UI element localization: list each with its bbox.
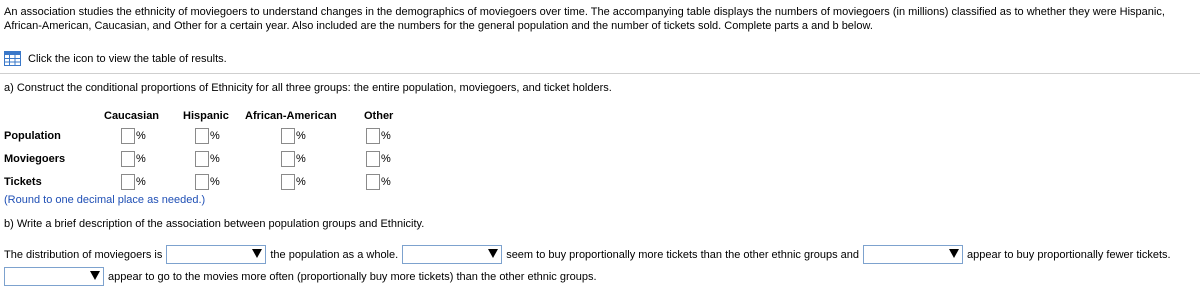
- row-label-tickets: Tickets: [4, 176, 42, 188]
- section-divider: [0, 73, 1200, 74]
- problem-intro: An association studies the ethnicity of moviegoers to understand changes in the demographics of moviegoers over time. The accompanying table displays the numbers of moviegoers (in millions) classified as to whether they were Hispanic, African-American, Caucasian, and Other for a certain year. Also included are the numbers for the general population and the number of tickets sold. Complete parts a and b below.: [4, 6, 1165, 32]
- sentence-4-suffix: appear to go to the movies more often (proportionally buy more tickets) than the other ethnic groups.: [108, 270, 597, 283]
- answer-input[interactable]: [281, 151, 295, 167]
- sentence-line-1: [4, 245, 1171, 264]
- row-label-moviegoers: Moviegoers: [4, 153, 66, 165]
- dropdown-arrow-icon: [949, 249, 959, 258]
- percent-sign: %: [210, 130, 220, 142]
- answer-input[interactable]: [366, 128, 380, 144]
- percent-sign: %: [381, 176, 391, 188]
- percent-sign: %: [136, 176, 146, 188]
- sentence-3-suffix: appear to buy proportionally fewer tickets.: [967, 248, 1171, 261]
- dropdown-arrow-icon: [488, 249, 498, 258]
- cell-moviegoers-caucasian: [121, 151, 146, 167]
- answer-input[interactable]: [366, 151, 380, 167]
- sentence-1-prefix: The distribution of moviegoers is: [4, 248, 163, 261]
- dropdown-arrow-icon: [252, 249, 262, 258]
- sentence-2-suffix: seem to buy proportionally more tickets than the other ethnic groups and: [506, 248, 859, 261]
- percent-sign: %: [381, 130, 391, 142]
- part-a-prompt: a) Construct the conditional proportions of Ethnicity for all three groups: the entire population, moviegoers, and ticket holders.: [4, 82, 612, 94]
- cell-population-hispanic: [195, 128, 220, 144]
- cell-tickets-hispanic: [195, 174, 220, 190]
- view-table-link[interactable]: [4, 51, 227, 66]
- percent-sign: %: [136, 130, 146, 142]
- cell-tickets-caucasian: [121, 174, 146, 190]
- answer-input[interactable]: [281, 174, 295, 190]
- rounding-note: (Round to one decimal place as needed.): [4, 194, 206, 206]
- answer-input[interactable]: [121, 151, 135, 167]
- cell-population-other: [366, 128, 391, 144]
- answer-input[interactable]: [195, 174, 209, 190]
- cell-moviegoers-hispanic: [195, 151, 220, 167]
- answer-input[interactable]: [121, 174, 135, 190]
- part-b-prompt: b) Write a brief description of the association between population groups and Ethnicity.: [4, 218, 425, 230]
- answer-input[interactable]: [121, 128, 135, 144]
- dropdown-group-go-more-often[interactable]: [4, 267, 104, 286]
- row-label-population: Population: [4, 130, 61, 142]
- cell-population-caucasian: [121, 128, 146, 144]
- col-header-african-american: African-American: [245, 110, 337, 122]
- cell-tickets-other: [366, 174, 391, 190]
- answer-input[interactable]: [366, 174, 380, 190]
- dropdown-group-more-tickets[interactable]: [402, 245, 502, 264]
- col-header-hispanic: Hispanic: [183, 110, 229, 122]
- answer-input[interactable]: [195, 128, 209, 144]
- col-header-caucasian: Caucasian: [104, 110, 160, 122]
- cell-population-african-american: [281, 128, 306, 144]
- view-table-label[interactable]: Click the icon to view the table of results.: [28, 52, 227, 65]
- percent-sign: %: [296, 130, 306, 142]
- dropdown-comparison[interactable]: [166, 245, 266, 264]
- percent-sign: %: [381, 153, 391, 165]
- col-header-other: Other: [364, 110, 394, 122]
- cell-tickets-african-american: [281, 174, 306, 190]
- percent-sign: %: [210, 153, 220, 165]
- answer-input[interactable]: [195, 151, 209, 167]
- percent-sign: %: [210, 176, 220, 188]
- dropdown-group-fewer-tickets[interactable]: [863, 245, 963, 264]
- sentence-1-suffix: the population as a whole.: [270, 248, 399, 261]
- cell-moviegoers-african-american: [281, 151, 306, 167]
- sentence-line-2: [4, 267, 597, 286]
- dropdown-arrow-icon: [90, 271, 100, 280]
- percent-sign: %: [296, 153, 306, 165]
- table-grid-icon[interactable]: [4, 51, 21, 66]
- cell-moviegoers-other: [366, 151, 391, 167]
- percent-sign: %: [296, 176, 306, 188]
- answer-input[interactable]: [281, 128, 295, 144]
- percent-sign: %: [136, 153, 146, 165]
